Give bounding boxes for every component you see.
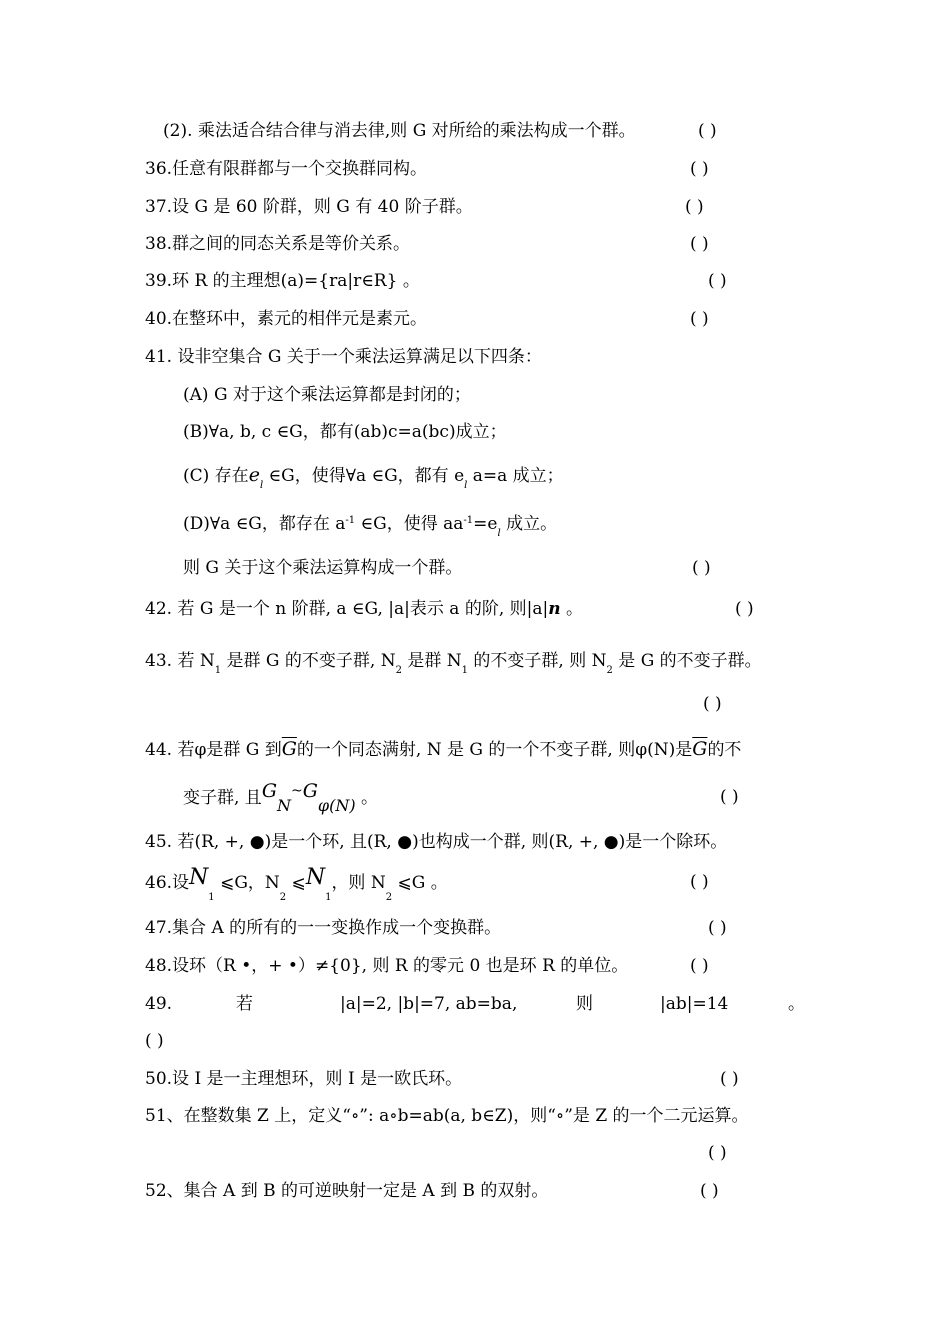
item-43-text [145, 646, 762, 679]
text-part: 的一个同态满射, N 是 G 的一个不变子群, 则φ(N)是 [296, 740, 693, 760]
item-text: 41. 设非空集合 G 关于一个乘法运算满足以下四条： [145, 347, 542, 367]
answer-paren[interactable]: ( ) [708, 1143, 727, 1163]
item-text: 39.环 R 的主理想(a)={ra|r∈R} 。 [145, 271, 420, 291]
g-bar: $\overline{G}$ [281, 738, 297, 760]
subscript: l [497, 528, 501, 539]
item-text: 37.设 G 是 60 阶群，则 G 有 40 阶子群。 [145, 197, 473, 217]
item-40 [0, 304, 950, 334]
text-part: 。 [560, 599, 584, 619]
item-41-a [0, 380, 950, 410]
answer-paren[interactable]: ( ) [720, 1069, 739, 1089]
text-part: ∈G，使得∀a ∈G，都有 e [263, 466, 465, 486]
text-part: 46.设 [145, 873, 190, 893]
item-36 [0, 154, 950, 184]
g-bar: $\overline{G}$ [692, 738, 708, 760]
isomorphic-symbol: ~ [291, 783, 303, 799]
item-text: (A) G 对于这个乘法运算都是封闭的； [183, 385, 471, 405]
answer-paren[interactable]: ( ) [690, 159, 709, 179]
text-part: 42. 若 G 是一个 n 阶群, a ∈G, |a|表示 a 的阶, 则|a| [145, 599, 549, 619]
text-part: ∈G，使得 aa [355, 514, 464, 534]
item-2 [0, 116, 950, 146]
item-51-answer [0, 1138, 950, 1168]
text-part: 。 [355, 788, 379, 808]
text-part: 43. 若 N [145, 651, 215, 671]
text-part: ⩽G 。 [392, 873, 448, 893]
superscript: -1 [345, 515, 356, 526]
item-41-c [0, 460, 950, 490]
item-46-text [145, 867, 448, 901]
subscript: 1 [461, 665, 469, 676]
subscript: l [464, 480, 468, 491]
answer-paren[interactable]: ( ) [690, 872, 709, 892]
answer-paren[interactable]: ( ) [700, 1181, 719, 1201]
identity-e: e [248, 464, 260, 486]
answer-paren[interactable]: ( ) [698, 121, 717, 141]
text-part: 的不变子群, 则 N [468, 651, 607, 671]
answer-paren[interactable]: ( ) [692, 558, 711, 578]
item-43 [0, 646, 950, 676]
text-part: ⩽G，N [214, 873, 280, 893]
item-42 [0, 594, 950, 624]
subscript: 1 [325, 892, 332, 903]
text-part: a=a 成立； [467, 466, 564, 486]
item-text: 47.集合 A 的所有的一一变换作成一个变换群。 [145, 918, 502, 938]
item-41-conclusion [0, 553, 950, 583]
subscript: 1 [214, 665, 222, 676]
item-word: |a|=2, |b|=7, ab=ba, [340, 994, 518, 1014]
item-51 [0, 1101, 950, 1131]
item-44-text [145, 734, 741, 765]
item-word: |ab|=14 [660, 994, 729, 1014]
subscript: 2 [395, 665, 402, 676]
text-part: 变子群, 且 [183, 788, 262, 808]
text-part: 44. 若φ是群 G 到 [145, 740, 282, 760]
item-39 [0, 266, 950, 296]
subscript: 2 [606, 665, 613, 676]
text-part: ，则 N [331, 873, 386, 893]
item-44 [0, 734, 950, 764]
answer-paren[interactable]: ( ) [708, 918, 727, 938]
quotient-n: N [277, 796, 291, 815]
item-45 [0, 827, 950, 857]
item-41 [0, 342, 950, 372]
item-text: 38.群之间的同态关系是等价关系。 [145, 234, 411, 254]
subscript: 2 [385, 892, 393, 903]
answer-paren[interactable]: ( ) [145, 1031, 164, 1051]
item-text: 36.任意有限群都与一个交换群同构。 [145, 159, 428, 179]
item-43-answer [0, 689, 950, 719]
item-41-b [0, 417, 950, 447]
subscript: 1 [208, 892, 215, 903]
answer-paren[interactable]: ( ) [708, 271, 727, 291]
divides-n: n [548, 599, 561, 619]
item-41-d-text [183, 509, 557, 542]
item-text: 50.设 I 是一主理想环，则 I 是一欧氏环。 [145, 1069, 463, 1089]
answer-paren[interactable]: ( ) [690, 234, 709, 254]
item-47 [0, 913, 950, 943]
item-word: 。 [788, 994, 805, 1014]
text-part: (C) 存在 [183, 466, 249, 486]
item-41-d [0, 509, 950, 539]
item-44-cont [0, 782, 950, 822]
n-symbol: N [189, 865, 209, 890]
item-41-c-text [183, 460, 564, 494]
item-text: 45. 若(R, +, ●)是一个环, 且(R, ●)也构成一个群, 则(R, +, ●)是一个除环。 [145, 832, 728, 852]
item-text: 52、集合 A 到 B 的可逆映射一定是 A 到 B 的双射。 [145, 1181, 549, 1201]
text-part: =e [473, 514, 498, 534]
item-text: (B)∀a, b, c ∈G，都有(ab)c=a(bc)成立； [183, 422, 507, 442]
answer-paren[interactable]: ( ) [735, 599, 754, 619]
text-part: 成立。 [500, 514, 558, 534]
answer-paren[interactable]: ( ) [690, 309, 709, 329]
item-49 [0, 989, 950, 1019]
item-42-text [145, 594, 583, 624]
item-50 [0, 1064, 950, 1094]
item-number: 49. [145, 994, 173, 1014]
item-49-answer [0, 1026, 950, 1056]
item-52 [0, 1176, 950, 1206]
n-symbol: N [305, 865, 326, 890]
answer-paren[interactable]: ( ) [720, 787, 739, 807]
text-part: 是群 G 的不变子群, N [221, 651, 396, 671]
quotient-g: G [302, 780, 318, 802]
subscript: l [259, 480, 264, 491]
answer-paren[interactable]: ( ) [703, 694, 722, 714]
item-word: 若 [236, 994, 253, 1014]
item-46 [0, 867, 950, 907]
subscript: 2 [279, 892, 287, 903]
item-text: 40.在整环中，素元的相伴元是素元。 [145, 309, 428, 329]
text-part: ⩽ [286, 873, 306, 893]
text-part: 的不 [707, 740, 742, 760]
item-text: 51、在整数集 Z 上，定义“∘”: a∘b=ab(a, b∈Z)，则“∘”是 Z 的一个二元运算。 [145, 1106, 749, 1126]
quotient-g: G [261, 780, 277, 802]
superscript: -1 [463, 515, 474, 526]
item-word: 则 [576, 994, 593, 1014]
item-48 [0, 951, 950, 981]
item-37 [0, 192, 950, 222]
text-part: 是群 N [401, 651, 462, 671]
answer-paren[interactable]: ( ) [690, 956, 709, 976]
quotient-phi-n: φ(N) [317, 796, 356, 815]
item-text: 则 G 关于这个乘法运算构成一个群。 [183, 558, 463, 578]
item-38 [0, 229, 950, 259]
answer-paren[interactable]: ( ) [685, 197, 704, 217]
item-44-cont-text [183, 782, 378, 814]
text-part: (D)∀a ∈G，都存在 a [183, 514, 346, 534]
text-part: 是 G 的不变子群。 [612, 651, 762, 671]
item-text: (2). 乘法适合结合律与消去律,则 G 对所给的乘法构成一个群。 [163, 121, 636, 141]
item-text: 48.设环（R •，+ •）≠{0}, 则 R 的零元 0 也是环 R 的单位。 [145, 956, 629, 976]
